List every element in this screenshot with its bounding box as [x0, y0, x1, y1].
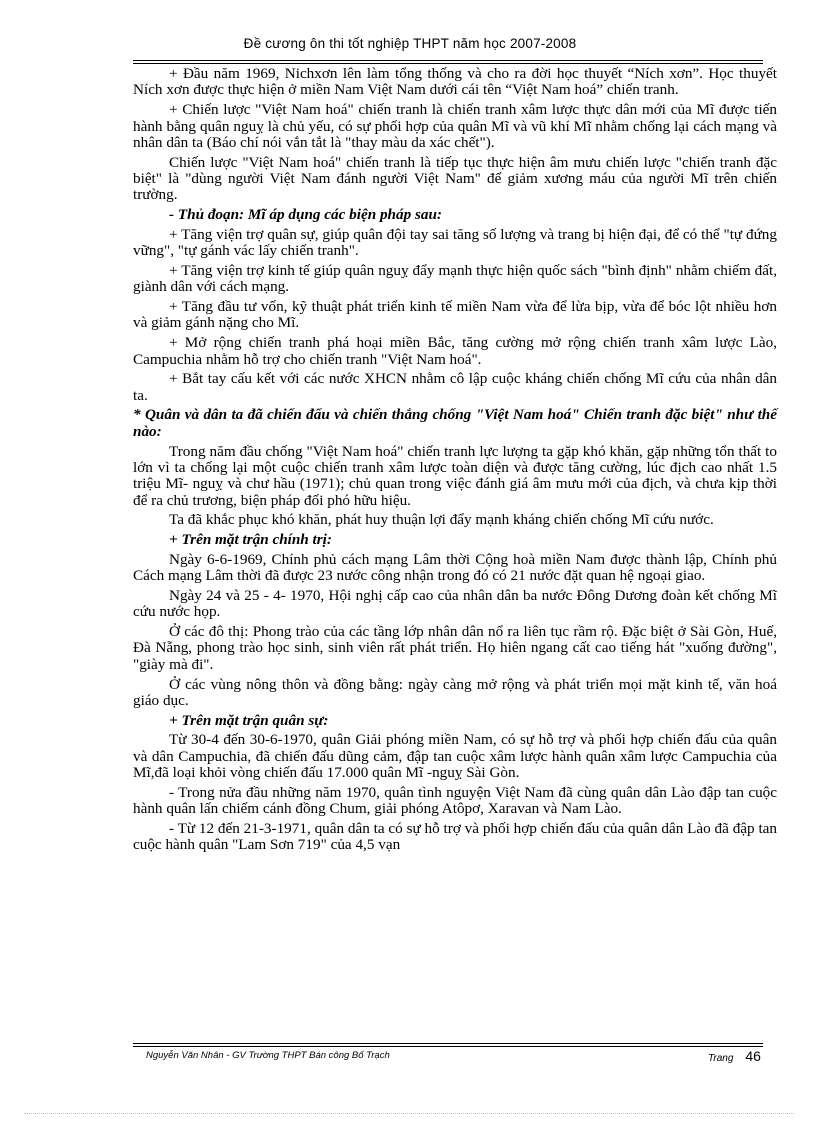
- paragraph: Ở các đô thị: Phong trào của các tầng lớp nhân dân nổ ra liên tục rầm rộ. Đặc biệt ở Sài Gòn, Huế, Đà Nẵng, phong trào học sinh, sinh viên rất phát triển. Họ hiên ngang cất cao tiếng hát "xuống đường", "giày mà đi".: [133, 623, 777, 673]
- paragraph: Ta đã khắc phục khó khăn, phát huy thuận lợi đẩy mạnh kháng chiến chống Mĩ cứu nước.: [169, 511, 714, 529]
- paragraph: Ngày 24 và 25 - 4- 1970, Hội nghị cấp cao của nhân dân ba nước Đông Dương đoàn kết chống Mĩ cứu nước họp.: [133, 586, 777, 621]
- header-rule: [133, 60, 763, 64]
- section-heading: - Thủ đoạn: Mĩ áp dụng các biện pháp sau:: [169, 206, 442, 224]
- section-heading: * Quân và dân ta đã chiến đấu và chiến thắng chống "Việt Nam hoá" Chiến tranh đặc biệt" như thế nào:: [133, 406, 777, 440]
- paragraph: + Đầu năm 1969, Nichxơn lên làm tổng thống và cho ra đời học thuyết “Ních xơn”. Học thuyết Ních xơn được thực hiện ở miền Nam Việt Nam dưới cái tên “Việt Nam hoá” chiến tranh.: [133, 65, 777, 99]
- paragraph: Chiến lược "Việt Nam hoá" chiến tranh là tiếp tục thực hiện âm mưu chiến lược "chiến tranh đặc biệt" là "dùng người Việt Nam đánh người Việt Nam" để giảm xương máu của người Mĩ trên chiến trường.: [133, 153, 777, 204]
- paragraph: - Từ 12 đến 21-3-1971, quân dân ta có sự hỗ trợ và phối hợp chiến đấu của quân dân Lào đã đập tan cuộc hành quân "Lam Sơn 719" của 4,5 vạn: [133, 820, 777, 854]
- paragraph: + Tăng viện trợ kinh tế giúp quân nguỵ đẩy mạnh thực hiện quốc sách "bình định" nhằm chiếm đất, giành dân với cách mạng.: [133, 261, 777, 296]
- paragraph: + Mở rộng chiến tranh phá hoại miền Bắc, tăng cường mở rộng chiến tranh xâm lược Lào, Campuchia nhằm hỗ trợ cho chiến tranh "Việt Nam hoá".: [133, 334, 777, 368]
- page-header: Đề cương ôn thi tốt nghiệp THPT năm học 2007-2008: [243, 36, 577, 51]
- section-heading: + Trên mặt trận quân sự:: [169, 711, 329, 729]
- paragraph: + Tăng viện trợ quân sự, giúp quân đội tay sai tăng số lượng và trang bị hiện đại, để có thể "tự đứng vững", "tự gánh vác lấy chiến tranh".: [133, 225, 777, 260]
- paragraph: Ở các vùng nông thôn và đồng bằng: ngày càng mở rộng và phát triển mọi mặt kinh tế, văn hoá giáo dục.: [133, 675, 777, 709]
- page-label: Trang: [708, 1053, 734, 1064]
- paragraph: - Trong nửa đầu những năm 1970, quân tình nguyện Việt Nam đã cùng quân dân Lào đập tan cuộc hành quân lấn chiếm cánh đồng Chum, giải phóng Atôpơ, Xaravan và Nam Lào.: [133, 783, 777, 818]
- footer-author: Nguyễn Văn Nhân - GV Trường THPT Bán công Bố Trạch: [146, 1050, 390, 1061]
- footer-page: [708, 1048, 761, 1064]
- section-heading: + Trên mặt trận chính trị:: [169, 531, 332, 549]
- paragraph: + Chiến lược "Việt Nam hoá" chiến tranh là chiến tranh xâm lược thực dân mới của Mĩ được tiến hành bằng quân nguỵ là chủ yếu, có sự phối hợp của quân Mĩ và vũ khí Mĩ nhằm chống lại cách mạng và nhân dân ta (Báo chí nói vắn tắt là "thay màu da xác chết").: [133, 101, 777, 151]
- paragraph: Ngày 6-6-1969, Chính phủ cách mạng Lâm thời Cộng hoà miền Nam được thành lập, Chính phủ Cách mạng Lâm thời đã được 23 nước công nhận trong đó có 21 nước đặt quan hệ ngoại giao.: [133, 550, 777, 585]
- document-body: [133, 66, 777, 857]
- paragraph: Trong năm đầu chống "Việt Nam hoá" chiến tranh lực lượng ta gặp khó khăn, gặp những tổn thất to lớn vì ta chống lại một cuộc chiến tranh xâm lược toàn diện và được tăng cường, lúc địch cao nhất 1.5 triệu Mĩ- nguỵ và chư hầu (1971); chủ quan trong việc đánh giá âm mưu mới của địch, và chưa kịp thời để ra chủ trương, biện pháp đối phó hữu hiệu.: [133, 442, 777, 509]
- footer-rule: [133, 1043, 763, 1047]
- page-bottom-border: [24, 1113, 794, 1114]
- paragraph: Từ 30-4 đến 30-6-1970, quân Giải phóng miền Nam, có sự hỗ trợ và phối hợp chiến đấu của quân và dân Campuchia, đã chiến đấu dũng cảm, đập tan cuộc xâm lược hành quân xâm lược Campuchia của Mĩ,đã loại khỏi vòng chiến đấu 17.000 quân Mĩ -nguỵ Sài Gòn.: [133, 731, 777, 782]
- page-number: 46: [745, 1048, 761, 1064]
- paragraph: + Bắt tay cấu kết với các nước XHCN nhằm cô lập cuộc kháng chiến chống Mĩ cứu của nhân dân ta.: [133, 370, 777, 404]
- paragraph: + Tăng đầu tư vốn, kỹ thuật phát triển kinh tế miền Nam vừa để lừa bịp, vừa để bóc lột nhiều hơn và giảm gánh nặng cho Mĩ.: [133, 298, 777, 332]
